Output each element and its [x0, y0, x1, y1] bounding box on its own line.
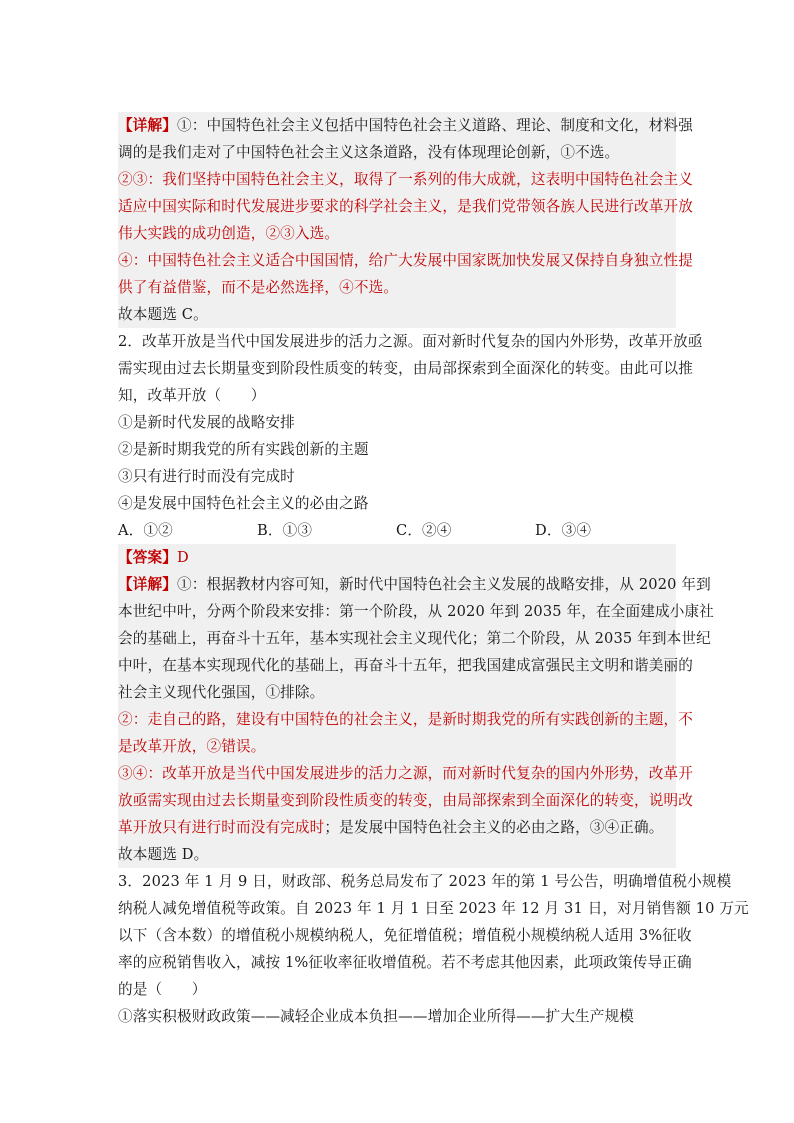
q1-explain-line-1: 【详解】①：中国特色社会主义包括中国特色社会主义道路、理论、制度和文化，材料强 [118, 117, 694, 134]
q1-explain-line-4: 适应中国实际和时代发展进步要求的科学社会主义，是我们党带领各族人民进行改革开放 [118, 198, 694, 215]
q2-option-a: A．①② [118, 522, 173, 539]
q1-explain-line-5: 伟大实践的成功创造，②③入选。 [118, 225, 340, 242]
document-page [118, 112, 749, 1030]
q1-explain-line-2: 调的是我们走对了中国特色社会主义这条道路，没有体现理论创新，①不选。 [118, 144, 620, 161]
question-3 [118, 868, 749, 1030]
q2-statement-4: ④是发展中国特色社会主义的必由之路 [118, 495, 369, 512]
q2-answer: D [176, 549, 189, 566]
question-2 [118, 328, 703, 544]
q1-explain-line-7: 供了有益借鉴，而不是必然选择，④不选。 [118, 279, 399, 296]
q3-stem-line-1: 3．2023 年 1 月 9 日，财政部、税务总局发布了 2023 年的第 1 号公告，明确增值税小规模 [118, 873, 732, 890]
q3-stem-line-4: 率的应税销售收入，减按 1%征收率征收增值税。若不考虑其他因素，此项政策传导正确 [118, 954, 692, 971]
q2-statement-1: ①是新时代发展的战略安排 [118, 414, 295, 431]
q3-statement-1: ①落实积极财政政策——减轻企业成本负担——增加企业所得——扩大生产规模 [118, 1008, 635, 1025]
q2-explain-line-2: 本世纪中叶，分两个阶段来安排：第一个阶段，从 2020 年到 2035 年，在全面建成小康社 [118, 603, 714, 620]
q2-statement-3: ③只有进行时而没有完成时 [118, 468, 295, 485]
q3-stem-line-2: 纳税人减免增值税等政策。自 2023 年 1 月 1 日至 2023 年 12 月 31 日，对月销售额 10 万元 [118, 900, 749, 917]
q2-explain-line-8: ③④：改革开放是当代中国发展进步的活力之源，而对新时代复杂的国内外形势，改革开 [118, 765, 694, 782]
q2-explain-line-9: 放亟需实现由过去长期量变到阶段性质变的转变，由局部探索到全面深化的转变，说明改 [118, 792, 694, 809]
q2-option-d: D．③④ [535, 522, 592, 539]
q2-option-b: B．①③ [257, 522, 313, 539]
explain-tag: 【详解】 [118, 576, 177, 593]
q1-explain-line-3: ②③：我们坚持中国特色社会主义，取得了一系列的伟大成就，这表明中国特色社会主义 [118, 171, 694, 188]
q2-options [118, 517, 676, 544]
q1-conclusion: 故本题选 C。 [118, 306, 208, 323]
q2-explain-line-1: 【详解】①：根据教材内容可知，新时代中国特色社会主义发展的战略安排，从 2020 年到 [118, 576, 711, 593]
q2-explain-line-6: ②：走自己的路，建设有中国特色的社会主义，是新时期我党的所有实践创新的主题，不 [118, 711, 694, 728]
q2-explain-line-4: 中叶，在基本实现现代化的基础上，再奋斗十五年，把我国建成富强民主文明和谐美丽的 [118, 657, 694, 674]
q2-conclusion: 故本题选 D。 [118, 846, 209, 863]
q2-explain-line-3: 会的基础上，再奋斗十五年，基本实现社会主义现代化；第二个阶段，从 2035 年到本世纪 [118, 630, 711, 647]
q3-stem-line-5: 的是（ ） [118, 981, 207, 998]
q2-stem-line-3: 知，改革开放（ ） [118, 387, 266, 404]
q2-stem-line-2: 需实现由过去长期量变到阶段性质变的转变，由局部探索到全面深化的转变。由此可以推 [118, 360, 694, 377]
q1-explain-line-6: ④：中国特色社会主义适合中国国情，给广大发展中国家既加快发展又保持自身独立性提 [118, 252, 694, 269]
answer-tag: 【答案】 [118, 549, 177, 566]
explain-tag: 【详解】 [118, 117, 177, 134]
q2-explain-line-10: 革开放只有进行时而没有完成时；是发展中国特色社会主义的必由之路，③④正确。 [118, 819, 664, 836]
q2-stem-line-1: 2．改革开放是当代中国发展进步的活力之源。面对新时代复杂的国内外形势，改革开放亟 [118, 333, 703, 350]
q2-explain-line-5: 社会主义现代化强国，①排除。 [118, 684, 325, 701]
q2-answer-line [118, 544, 676, 571]
q3-stem-line-3: 以下（含本数）的增值税小规模纳税人，免征增值税；增值税小规模纳税人适用 3%征收 [118, 927, 692, 944]
q2-answer-block [118, 544, 714, 868]
q2-option-c: C．②④ [396, 522, 452, 539]
q2-statement-2: ②是新时期我党的所有实践创新的主题 [118, 441, 369, 458]
q1-explanation-block [118, 112, 694, 328]
q2-explain-line-7: 是改革开放，②错误。 [118, 738, 266, 755]
